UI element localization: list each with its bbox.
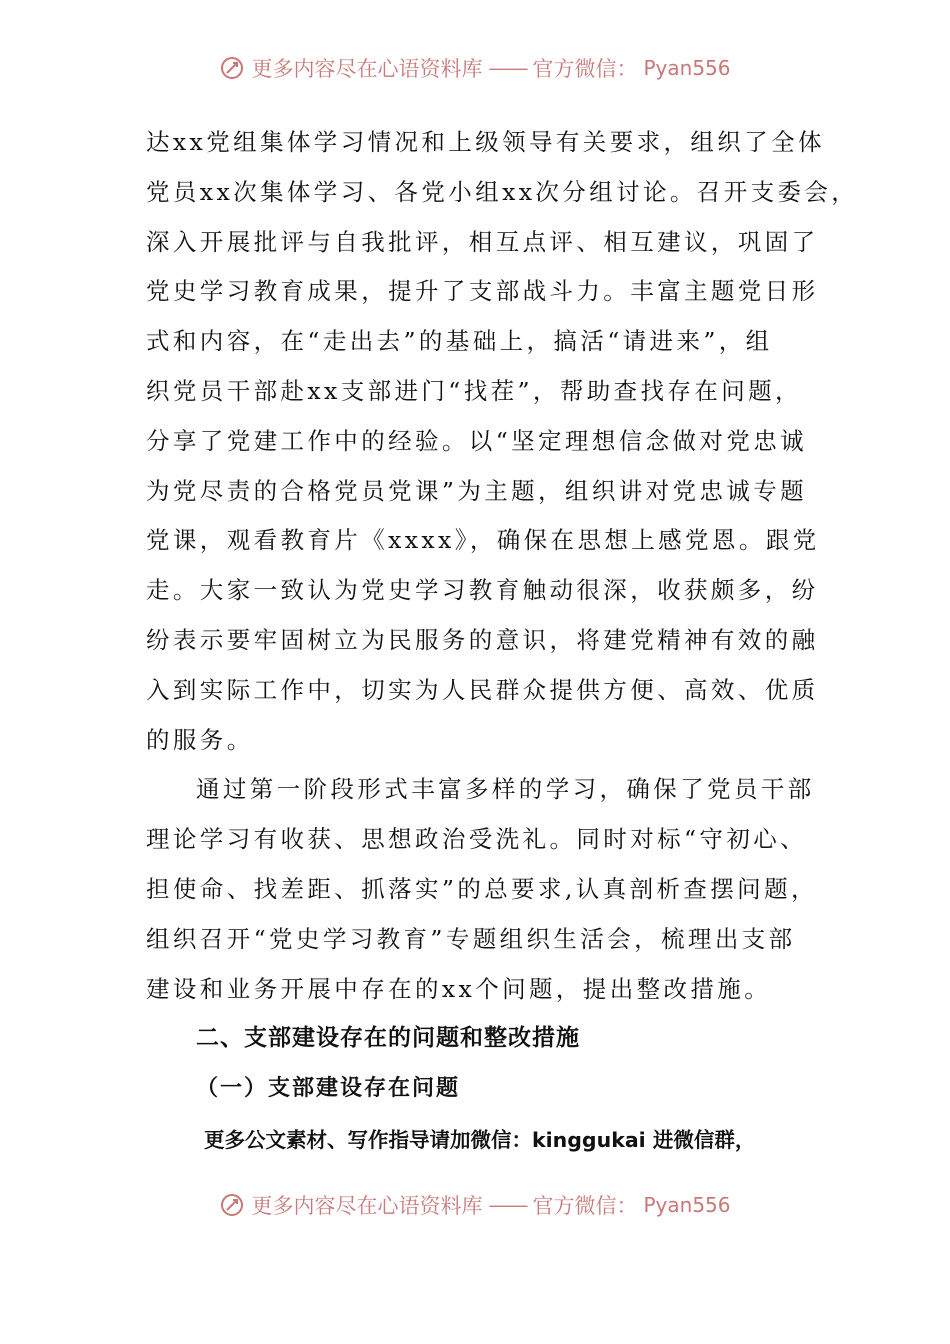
- watermark-text: 更多内容尽在心语资料库: [251, 57, 483, 81]
- watermark-id: Pyan556: [643, 56, 731, 80]
- text-line: 纷表示要牢固树立为民服务的意识，将建党精神有效的融: [146, 625, 819, 654]
- text-line: 织党员干部赴xx支部进门“找茬”，帮助查找存在问题，: [146, 376, 802, 405]
- document-body: [146, 118, 859, 1014]
- section-heading: 二、支部建设存在的问题和整改措施: [196, 1025, 580, 1051]
- text-line: 深入开展批评与自我批评，相互点评、相互建议，巩固了: [146, 227, 819, 256]
- subsection-heading: （一）支部建设存在问题: [196, 1075, 461, 1101]
- text-line: 式和内容，在“走出去”的基础上，搞活“请进来”，组: [146, 327, 773, 356]
- text-line: 党员xx次集体学习、各党小组xx次分组讨论。召开支委会，: [146, 177, 859, 206]
- watermark-id: Pyan556: [643, 1193, 731, 1217]
- text-line: 党史学习教育成果，提升了支部战斗力。丰富主题党日形: [146, 277, 819, 306]
- watermark-top: [0, 56, 950, 86]
- text-line: 的服务。: [146, 725, 254, 754]
- text-line: 理论学习有收获、思想政治受洗礼。同时对标“守初心、: [146, 825, 808, 854]
- watermark-logo-icon: [219, 1192, 245, 1218]
- text-line: 达xx党组集体学习情况和上级领导有关要求，组织了全体: [146, 128, 825, 156]
- text-line: 走。大家一致认为党史学习教育触动很深，收获颇多，纷: [146, 576, 819, 605]
- watermark-separator: ——: [488, 56, 527, 80]
- watermark-logo-icon: [219, 56, 245, 81]
- promo-line: 更多公文素材、写作指导请加微信：kinggukai 进微信群，: [204, 1128, 756, 1152]
- watermark-label: 官方微信：: [532, 1194, 638, 1218]
- watermark-label: 官方微信：: [532, 57, 638, 81]
- watermark-bottom: [0, 1188, 950, 1222]
- text-line: 建设和业务开展中存在的xx个问题，提出整改措施。: [146, 974, 772, 1003]
- watermark-separator: ——: [488, 1193, 527, 1217]
- text-line: 党课，观看教育片《xxxx》，确保在思想上感党恩。跟党: [146, 526, 820, 555]
- text-line: 入到实际工作中，切实为人民群众提供方便、高效、优质: [146, 675, 819, 704]
- watermark-text: 更多内容尽在心语资料库: [251, 1194, 483, 1218]
- text-line: 担使命、找差距、抓落实”的总要求,认真剖析查摆问题，: [146, 874, 818, 903]
- text-line: 为党尽责的合格党员党课”为主题，组织讲对党忠诚专题: [146, 476, 808, 505]
- text-line: 组织召开“党史学习教育”专题组织生活会，梳理出支部: [146, 924, 796, 953]
- text-line: 分享了党建工作中的经验。以“坚定理想信念做对党忠诚: [146, 426, 808, 455]
- text-line: 通过第一阶段形式丰富多样的学习，确保了党员干部: [196, 775, 815, 804]
